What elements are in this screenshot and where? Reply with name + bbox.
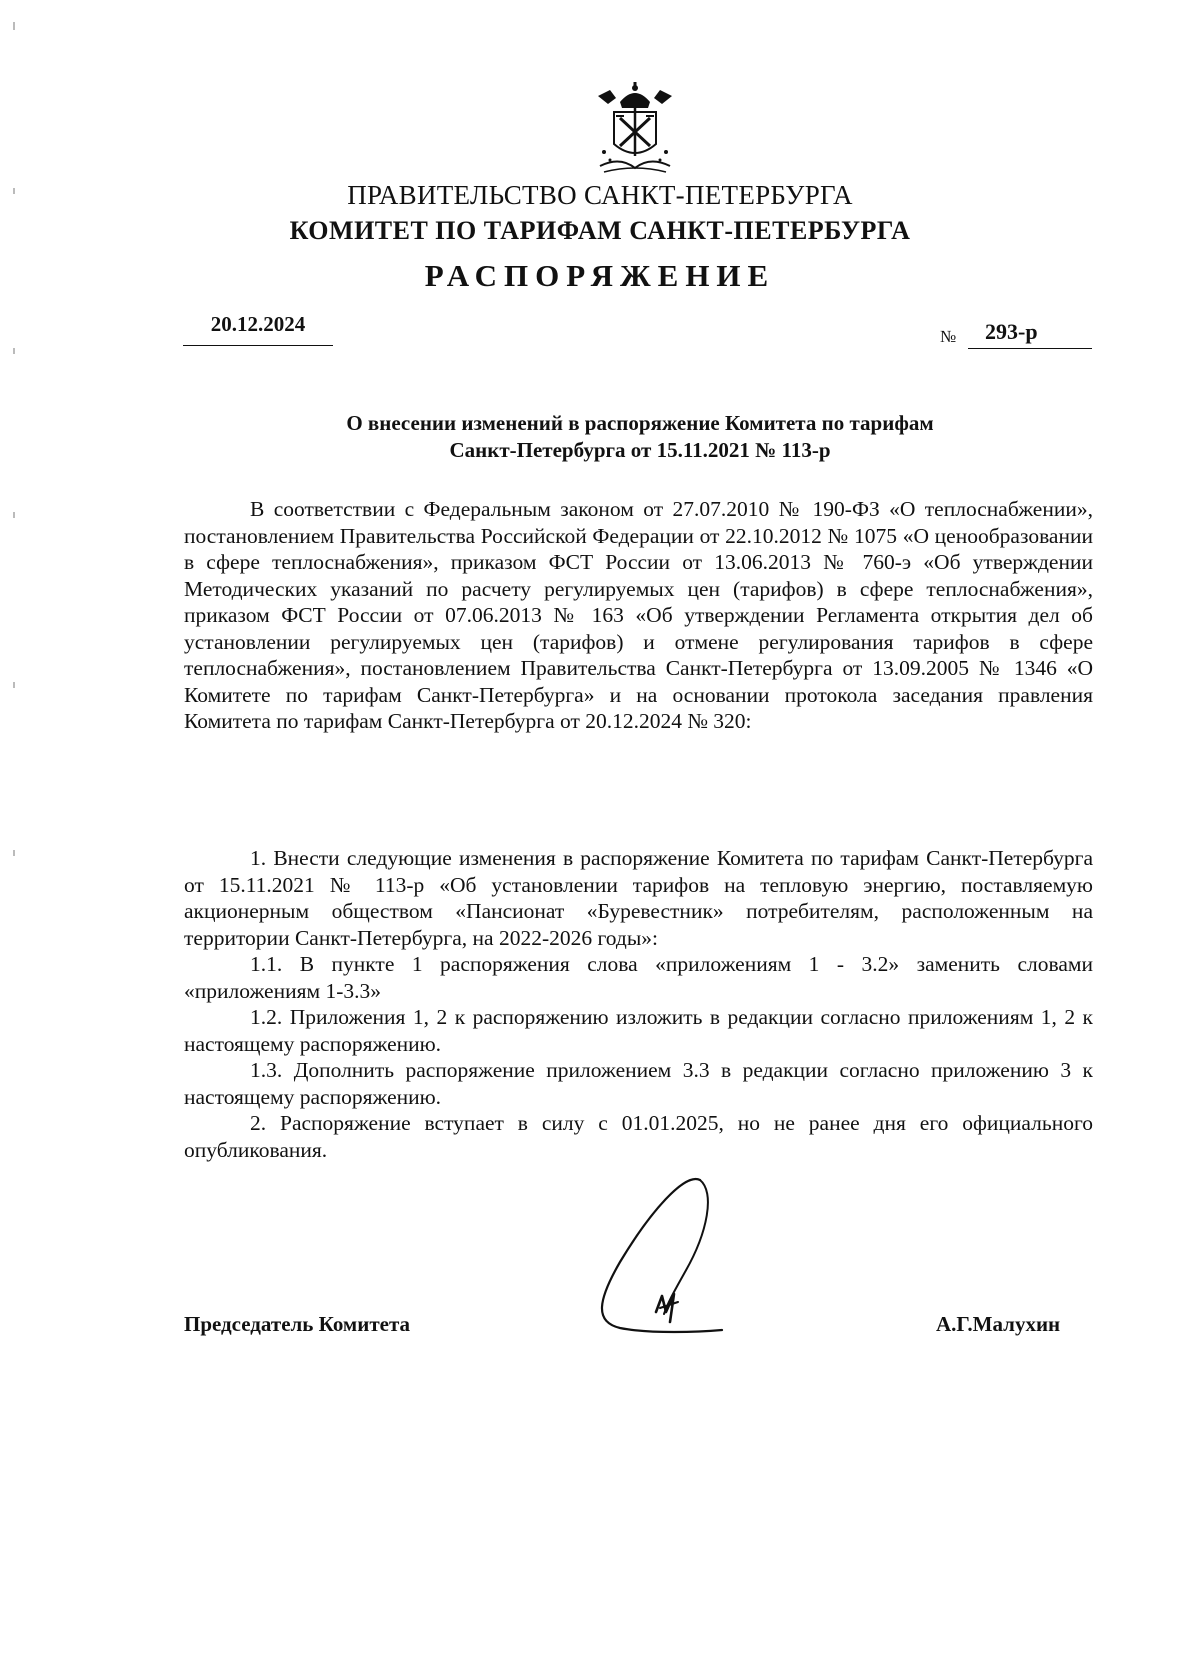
signatory-name: А.Г.Малухин bbox=[936, 1312, 1061, 1336]
government-title: ПРАВИТЕЛЬСТВО САНКТ-ПЕТЕРБУРГА bbox=[347, 180, 853, 210]
date-underline bbox=[183, 345, 333, 346]
preamble-section bbox=[184, 496, 1093, 735]
document-number: 293-р bbox=[985, 319, 1038, 344]
document-type-title: РАСПОРЯЖЕНИЕ bbox=[424, 258, 776, 293]
order-item: 1. Внести следующие изменения в распоряжение Комитета по тарифам Санкт-Петербурга от 15.11.2021 № 113-р «Об установлении тарифов на тепловую энергию, поставляемую акционерным обществом «Пансионат «Буревестник» потребителям, расположенным на территории Санкт-Петербурга, на 2022-2026 годы»: bbox=[184, 846, 1093, 950]
subject-line-1: О внесении изменений в распоряжение Комитета по тарифам bbox=[346, 411, 934, 435]
order-item: 1.3. Дополнить распоряжение приложением 3.3 в редакции согласно приложению 3 к настоящему распоряжению. bbox=[184, 1058, 1093, 1109]
scan-margin-marks bbox=[0, 0, 20, 1678]
preamble-paragraph: В соответствии с Федеральным законом от 27.07.2010 № 190-ФЗ «О теплоснабжении», постановлением Правительства Российской Федерации от 22.10.2012 № 1075 «О ценообразовании в сфере теплоснабжения», приказом ФСТ России от 13.06.2013 № 760-э «Об утверждении Методических указаний по расчету регулируемых цен (тарифов) в сфере теплоснабжения», приказом ФСТ России от 07.06.2013 № 163 «Об утверждении Регламента открытия дел об установлении регулируемых цен (тарифов) и отмене регулирования тарифов в сфере теплоснабжения», постановлением Правительства Санкт-Петербурга от 13.09.2005 № 1346 «О Комитете по тарифам Санкт-Петербурга» и на основании протокола заседания правления Комитета по тарифам Санкт-Петербурга от 20.12.2024 № 320: bbox=[184, 497, 1093, 733]
document-number-block bbox=[940, 319, 1092, 347]
order-items-section bbox=[184, 845, 1093, 1163]
number-sign: № bbox=[940, 327, 957, 346]
order-item: 1.2. Приложения 1, 2 к распоряжению изложить в редакции согласно приложениям 1, 2 к настоящему распоряжению. bbox=[184, 1005, 1093, 1056]
order-item: 2. Распоряжение вступает в силу с 01.01.2025, но не ранее дня его официального опубликования. bbox=[184, 1111, 1093, 1162]
order-item: 1.1. В пункте 1 распоряжения слова «приложениям 1 - 3.2» заменить словами «приложениям 1-3.3» bbox=[184, 952, 1093, 1003]
coat-of-arms-emblem bbox=[590, 82, 680, 180]
subject-line-2: Санкт-Петербурга от 15.11.2021 № 113-р bbox=[449, 438, 831, 462]
committee-title: КОМИТЕТ ПО ТАРИФАМ САНКТ-ПЕТЕРБУРГА bbox=[289, 216, 911, 245]
document-date: 20.12.2024 bbox=[210, 312, 306, 336]
signatory-position: Председатель Комитета bbox=[184, 1312, 411, 1336]
document-subject bbox=[180, 410, 1100, 464]
handwritten-signature bbox=[590, 1172, 760, 1342]
number-underline bbox=[968, 348, 1092, 349]
